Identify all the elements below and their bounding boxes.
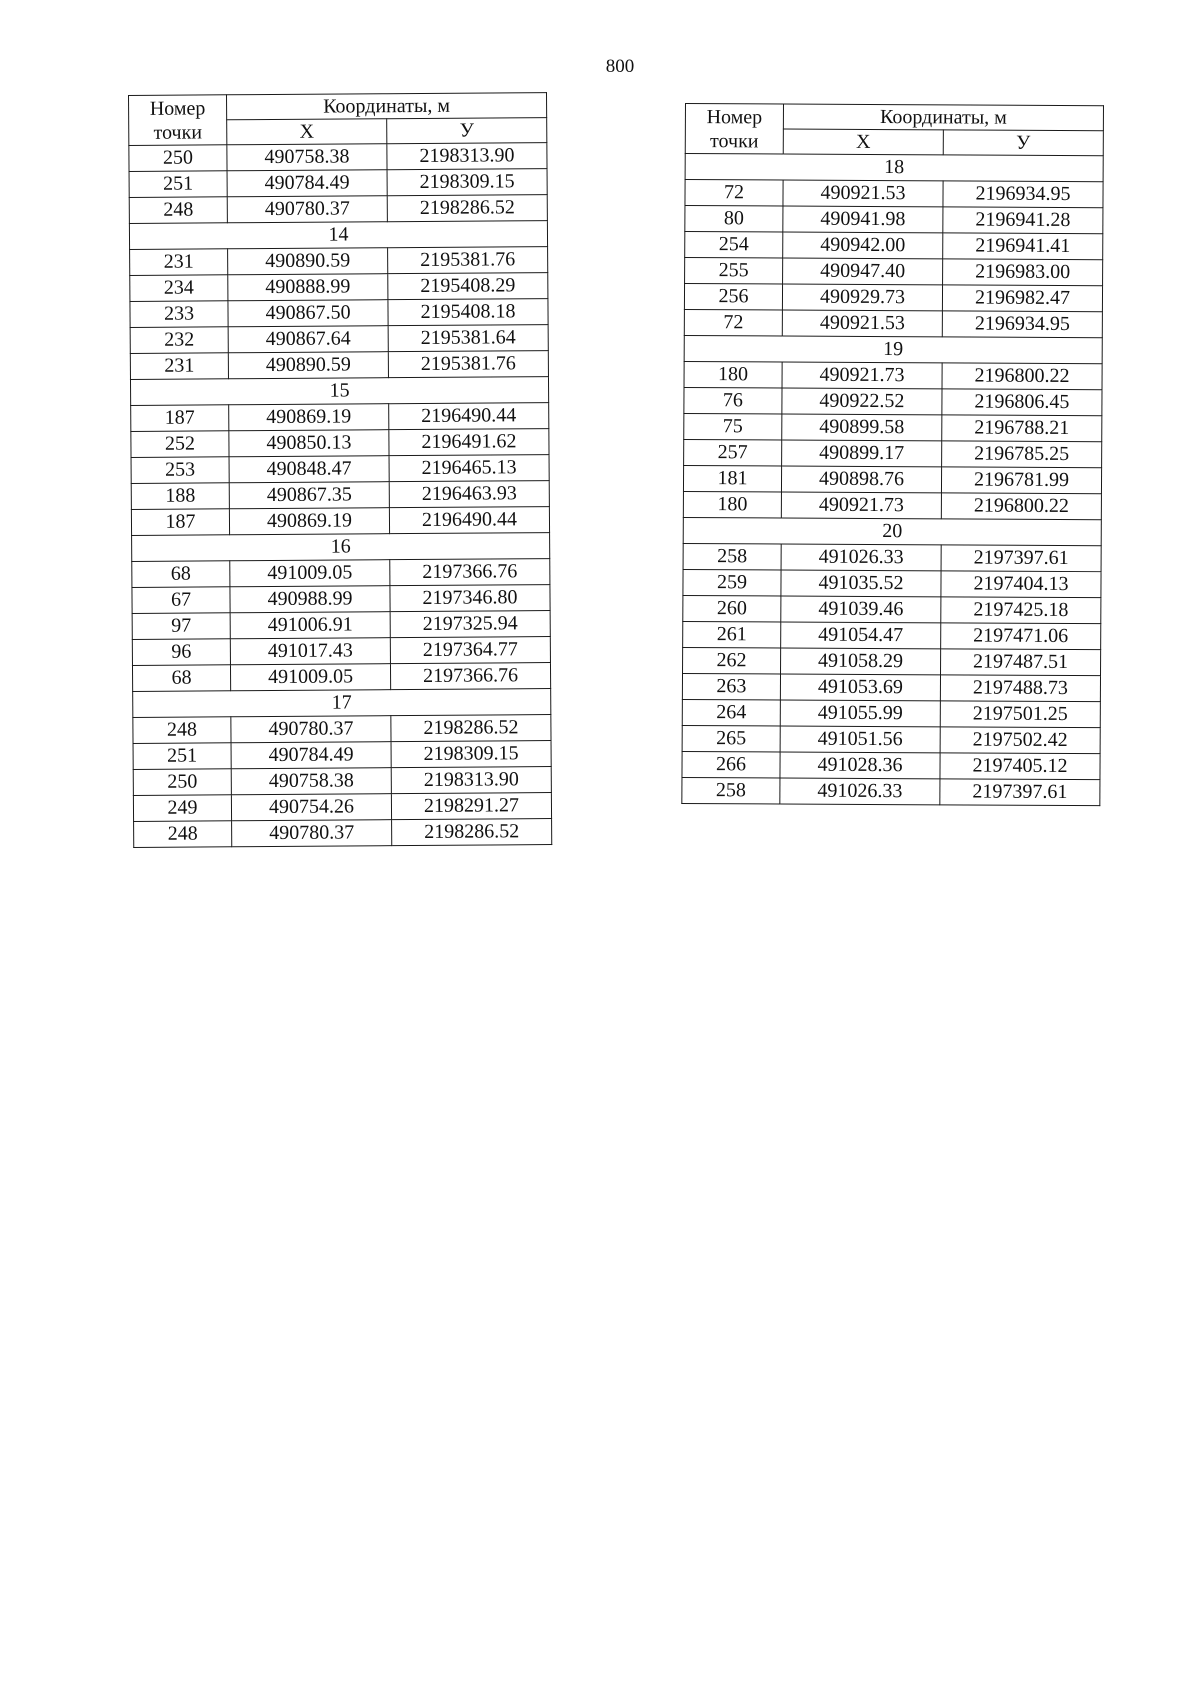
point-label-line2: точки (153, 120, 203, 144)
x-coordinate-cell: 490867.64 (228, 326, 388, 353)
point-number-cell: 254 (685, 232, 783, 259)
table-row (682, 673, 1100, 701)
x-coordinate-cell: 490899.17 (782, 440, 942, 467)
point-number-cell: 181 (683, 465, 781, 492)
x-coordinate-cell: 490888.99 (228, 274, 388, 301)
table-row (685, 206, 1103, 234)
y-coordinate-cell: 2197346.80 (390, 585, 550, 612)
point-number-cell: 72 (685, 180, 783, 207)
point-number-cell: 75 (684, 413, 782, 440)
table-row (130, 247, 548, 276)
table-row (685, 258, 1103, 286)
y-coordinate-cell: 2197325.94 (390, 611, 550, 638)
y-coordinate-cell: 2196934.95 (943, 181, 1103, 208)
table-row (129, 169, 547, 198)
y-coordinate-cell: 2196781.99 (941, 467, 1101, 494)
y-coordinate-cell: 2198309.15 (387, 169, 547, 196)
x-coordinate-cell: 491058.29 (781, 648, 941, 675)
coordinates-header: Координаты, м (783, 104, 1103, 131)
y-coordinate-cell: 2195381.64 (388, 325, 548, 352)
y-coordinate-cell: 2196800.22 (941, 493, 1101, 520)
x-coordinate-cell: 491039.46 (781, 596, 941, 623)
table-row (683, 465, 1101, 493)
x-coordinate-cell: 490947.40 (783, 258, 943, 285)
point-number-cell: 248 (134, 821, 232, 848)
table-row (129, 195, 547, 224)
y-coordinate-cell: 2196800.22 (942, 363, 1102, 390)
table-row (132, 637, 550, 666)
table-row (684, 309, 1102, 337)
x-coordinate-cell: 490784.49 (231, 742, 391, 769)
x-coordinate-cell: 490780.37 (231, 716, 391, 743)
point-number-cell: 234 (130, 275, 228, 302)
y-coordinate-cell: 2198286.52 (392, 819, 552, 846)
y-coordinate-cell: 2197487.51 (941, 649, 1101, 676)
point-number-cell: 250 (129, 145, 227, 172)
point-number-cell: 266 (682, 751, 780, 778)
x-coordinate-cell: 490941.98 (783, 206, 943, 233)
y-coordinate-cell: 2195408.18 (388, 299, 548, 326)
x-coordinate-cell: 490921.73 (781, 492, 941, 519)
section-row (685, 154, 1103, 182)
point-number-cell: 248 (129, 197, 227, 224)
point-number-cell: 67 (132, 587, 230, 614)
table-body-right (682, 154, 1103, 806)
x-coordinate-cell: 490758.38 (231, 768, 391, 795)
point-number-cell: 251 (133, 743, 231, 770)
table-row (131, 481, 549, 510)
section-row (130, 377, 548, 406)
point-number-cell: 253 (131, 457, 229, 484)
table-body-left (129, 143, 552, 848)
x-coordinate-cell: 490848.47 (229, 456, 389, 483)
x-coordinate-cell: 490869.19 (229, 404, 389, 431)
section-number: 20 (683, 517, 1101, 545)
x-coordinate-cell: 490850.13 (229, 430, 389, 457)
point-number-cell: 188 (131, 483, 229, 510)
x-coordinate-cell: 490929.73 (782, 284, 942, 311)
point-number-cell: 96 (132, 639, 230, 666)
table-row (683, 595, 1101, 623)
section-number: 18 (685, 154, 1103, 182)
point-number-cell: 76 (684, 387, 782, 414)
point-number-cell: 187 (131, 509, 229, 536)
table-row (682, 699, 1100, 727)
x-coordinate-cell: 490988.99 (230, 586, 390, 613)
point-number-cell: 258 (683, 543, 781, 570)
y-coordinate-cell: 2196983.00 (943, 259, 1103, 286)
table-row (133, 767, 551, 796)
y-coordinate-cell: 2198313.90 (387, 143, 547, 170)
y-coordinate-cell: 2196982.47 (942, 285, 1102, 312)
x-coordinate-cell: 491035.52 (781, 570, 941, 597)
table-row (132, 663, 550, 692)
x-coordinate-cell: 491026.33 (780, 778, 940, 805)
table-row (133, 715, 551, 744)
table-header-row (685, 104, 1103, 131)
page-number: 800 (605, 56, 635, 77)
point-label-line2: точки (710, 129, 759, 152)
point-number-cell: 250 (133, 769, 231, 796)
point-number-header (129, 95, 227, 146)
table-row (130, 325, 548, 354)
x-coordinate-cell: 490899.58 (782, 414, 942, 441)
table-row (682, 777, 1100, 805)
table-row (133, 793, 551, 822)
point-number-cell: 248 (133, 717, 231, 744)
y-coordinate-cell: 2196490.44 (389, 507, 549, 534)
x-coordinate-cell: 490898.76 (781, 466, 941, 493)
table-row (684, 413, 1102, 441)
y-coordinate-cell: 2197366.76 (390, 559, 550, 586)
x-coordinate-cell: 491051.56 (780, 726, 940, 753)
table-row (131, 429, 549, 458)
point-number-cell: 231 (130, 353, 228, 380)
point-label-line1: Номер (706, 105, 763, 128)
y-coordinate-cell: 2197397.61 (940, 779, 1100, 806)
y-coordinate-cell: 2196941.28 (943, 207, 1103, 234)
table-row (132, 559, 550, 588)
table-row (131, 455, 549, 484)
section-number: 14 (129, 221, 547, 250)
point-number-cell: 259 (683, 569, 781, 596)
section-row (129, 221, 547, 250)
table-row (131, 403, 549, 432)
y-column-header: У (387, 118, 547, 144)
point-number-cell: 264 (682, 699, 780, 726)
section-row (683, 517, 1101, 545)
y-coordinate-cell: 2196465.13 (389, 455, 549, 482)
point-number-cell: 68 (132, 665, 230, 692)
y-coordinate-cell: 2196491.62 (389, 429, 549, 456)
y-coordinate-cell: 2196934.95 (942, 311, 1102, 338)
point-number-header (685, 104, 783, 155)
table-row (134, 819, 552, 848)
table-row (683, 569, 1101, 597)
x-coordinate-cell: 490922.52 (782, 388, 942, 415)
y-coordinate-cell: 2197471.06 (941, 623, 1101, 650)
x-coordinate-cell: 490784.49 (227, 170, 387, 197)
point-number-cell: 72 (684, 309, 782, 336)
table-row (684, 387, 1102, 415)
table-row (130, 273, 548, 302)
table-row (685, 180, 1103, 208)
x-coordinate-cell: 491055.99 (780, 700, 940, 727)
point-number-cell: 252 (131, 431, 229, 458)
section-number: 16 (132, 533, 550, 562)
point-number-cell: 260 (683, 595, 781, 622)
x-coordinate-cell: 491028.36 (780, 752, 940, 779)
x-coordinate-cell: 490921.53 (783, 180, 943, 207)
table-header-row (129, 93, 547, 121)
y-coordinate-cell: 2197364.77 (390, 637, 550, 664)
point-number-cell: 232 (130, 327, 228, 354)
y-coordinate-cell: 2198309.15 (391, 741, 551, 768)
point-number-cell: 256 (684, 284, 782, 311)
point-label-line1: Номер (149, 96, 206, 120)
x-coordinate-cell: 490921.53 (782, 310, 942, 337)
x-column-header: X (227, 119, 387, 145)
x-coordinate-cell: 490780.37 (232, 820, 392, 847)
table-row (132, 611, 550, 640)
y-coordinate-cell: 2198286.52 (387, 195, 547, 222)
x-coordinate-cell: 491026.33 (781, 544, 941, 571)
point-number-cell: 262 (683, 647, 781, 674)
y-coordinate-cell: 2196785.25 (942, 441, 1102, 468)
x-coordinate-cell: 490890.59 (228, 352, 388, 379)
x-coordinate-cell: 491009.05 (230, 560, 390, 587)
table-row (682, 725, 1100, 753)
table-row (133, 741, 551, 770)
table-row (130, 299, 548, 328)
coordinates-header: Координаты, м (227, 93, 547, 120)
x-coordinate-cell: 490867.50 (228, 300, 388, 327)
point-number-cell: 97 (132, 613, 230, 640)
x-coordinate-cell: 491054.47 (781, 622, 941, 649)
x-coordinate-cell: 490921.73 (782, 362, 942, 389)
y-coordinate-cell: 2195381.76 (388, 351, 548, 378)
x-coordinate-cell: 490754.26 (231, 794, 391, 821)
y-coordinate-cell: 2197425.18 (941, 597, 1101, 624)
section-number: 19 (684, 335, 1102, 363)
x-coordinate-cell: 491006.91 (230, 612, 390, 639)
y-coordinate-cell: 2196941.41 (943, 233, 1103, 260)
y-coordinate-cell: 2197501.25 (940, 701, 1100, 728)
table-row (131, 507, 549, 536)
y-coordinate-cell: 2197397.61 (941, 545, 1101, 572)
point-number-cell: 180 (684, 361, 782, 388)
y-column-header: У (943, 130, 1103, 156)
point-number-cell: 255 (685, 258, 783, 285)
point-number-cell: 180 (683, 491, 781, 518)
y-coordinate-cell: 2195381.76 (388, 247, 548, 274)
point-number-cell: 265 (682, 725, 780, 752)
x-coordinate-cell: 490942.00 (783, 232, 943, 259)
x-coordinate-cell: 491053.69 (780, 674, 940, 701)
point-number-cell: 80 (685, 206, 783, 233)
y-coordinate-cell: 2197502.42 (940, 727, 1100, 754)
table-row (683, 543, 1101, 571)
x-coordinate-cell: 490869.19 (229, 508, 389, 535)
x-coordinate-cell: 491017.43 (230, 638, 390, 665)
coordinates-table-right (681, 103, 1104, 806)
y-coordinate-cell: 2195408.29 (388, 273, 548, 300)
x-coordinate-cell: 490758.38 (227, 144, 387, 171)
table-row (683, 647, 1101, 675)
y-coordinate-cell: 2198286.52 (391, 715, 551, 742)
point-number-cell: 251 (129, 171, 227, 198)
table-row (684, 284, 1102, 312)
x-coordinate-cell: 490867.35 (229, 482, 389, 509)
table-row (685, 232, 1103, 260)
y-coordinate-cell: 2197404.13 (941, 571, 1101, 598)
table-row (684, 361, 1102, 389)
point-number-cell: 233 (130, 301, 228, 328)
point-number-cell: 68 (132, 561, 230, 588)
point-number-cell: 261 (683, 621, 781, 648)
coordinates-table-left (128, 92, 552, 848)
table-row (684, 439, 1102, 467)
y-coordinate-cell: 2198313.90 (391, 767, 551, 794)
section-number: 15 (130, 377, 548, 406)
section-row (684, 335, 1102, 363)
y-coordinate-cell: 2196788.21 (942, 415, 1102, 442)
y-coordinate-cell: 2197405.12 (940, 753, 1100, 780)
y-coordinate-cell: 2198291.27 (391, 793, 551, 820)
section-row (132, 533, 550, 562)
point-number-cell: 249 (133, 795, 231, 822)
table-row (132, 585, 550, 614)
x-coordinate-cell: 490780.37 (227, 196, 387, 223)
table-row (130, 351, 548, 380)
table-row (683, 621, 1101, 649)
point-number-cell: 231 (130, 249, 228, 276)
point-number-cell: 263 (682, 673, 780, 700)
table-row (683, 491, 1101, 519)
y-coordinate-cell: 2197366.76 (390, 663, 550, 690)
x-coordinate-cell: 491009.05 (230, 664, 390, 691)
table-row (129, 143, 547, 172)
x-coordinate-cell: 490890.59 (228, 248, 388, 275)
x-column-header: X (783, 129, 943, 155)
section-row (133, 689, 551, 718)
table-row (682, 751, 1100, 779)
y-coordinate-cell: 2196806.45 (942, 389, 1102, 416)
point-number-cell: 187 (131, 405, 229, 432)
y-coordinate-cell: 2196490.44 (389, 403, 549, 430)
point-number-cell: 258 (682, 777, 780, 804)
point-number-cell: 257 (684, 439, 782, 466)
section-number: 17 (133, 689, 551, 718)
y-coordinate-cell: 2197488.73 (940, 675, 1100, 702)
y-coordinate-cell: 2196463.93 (389, 481, 549, 508)
